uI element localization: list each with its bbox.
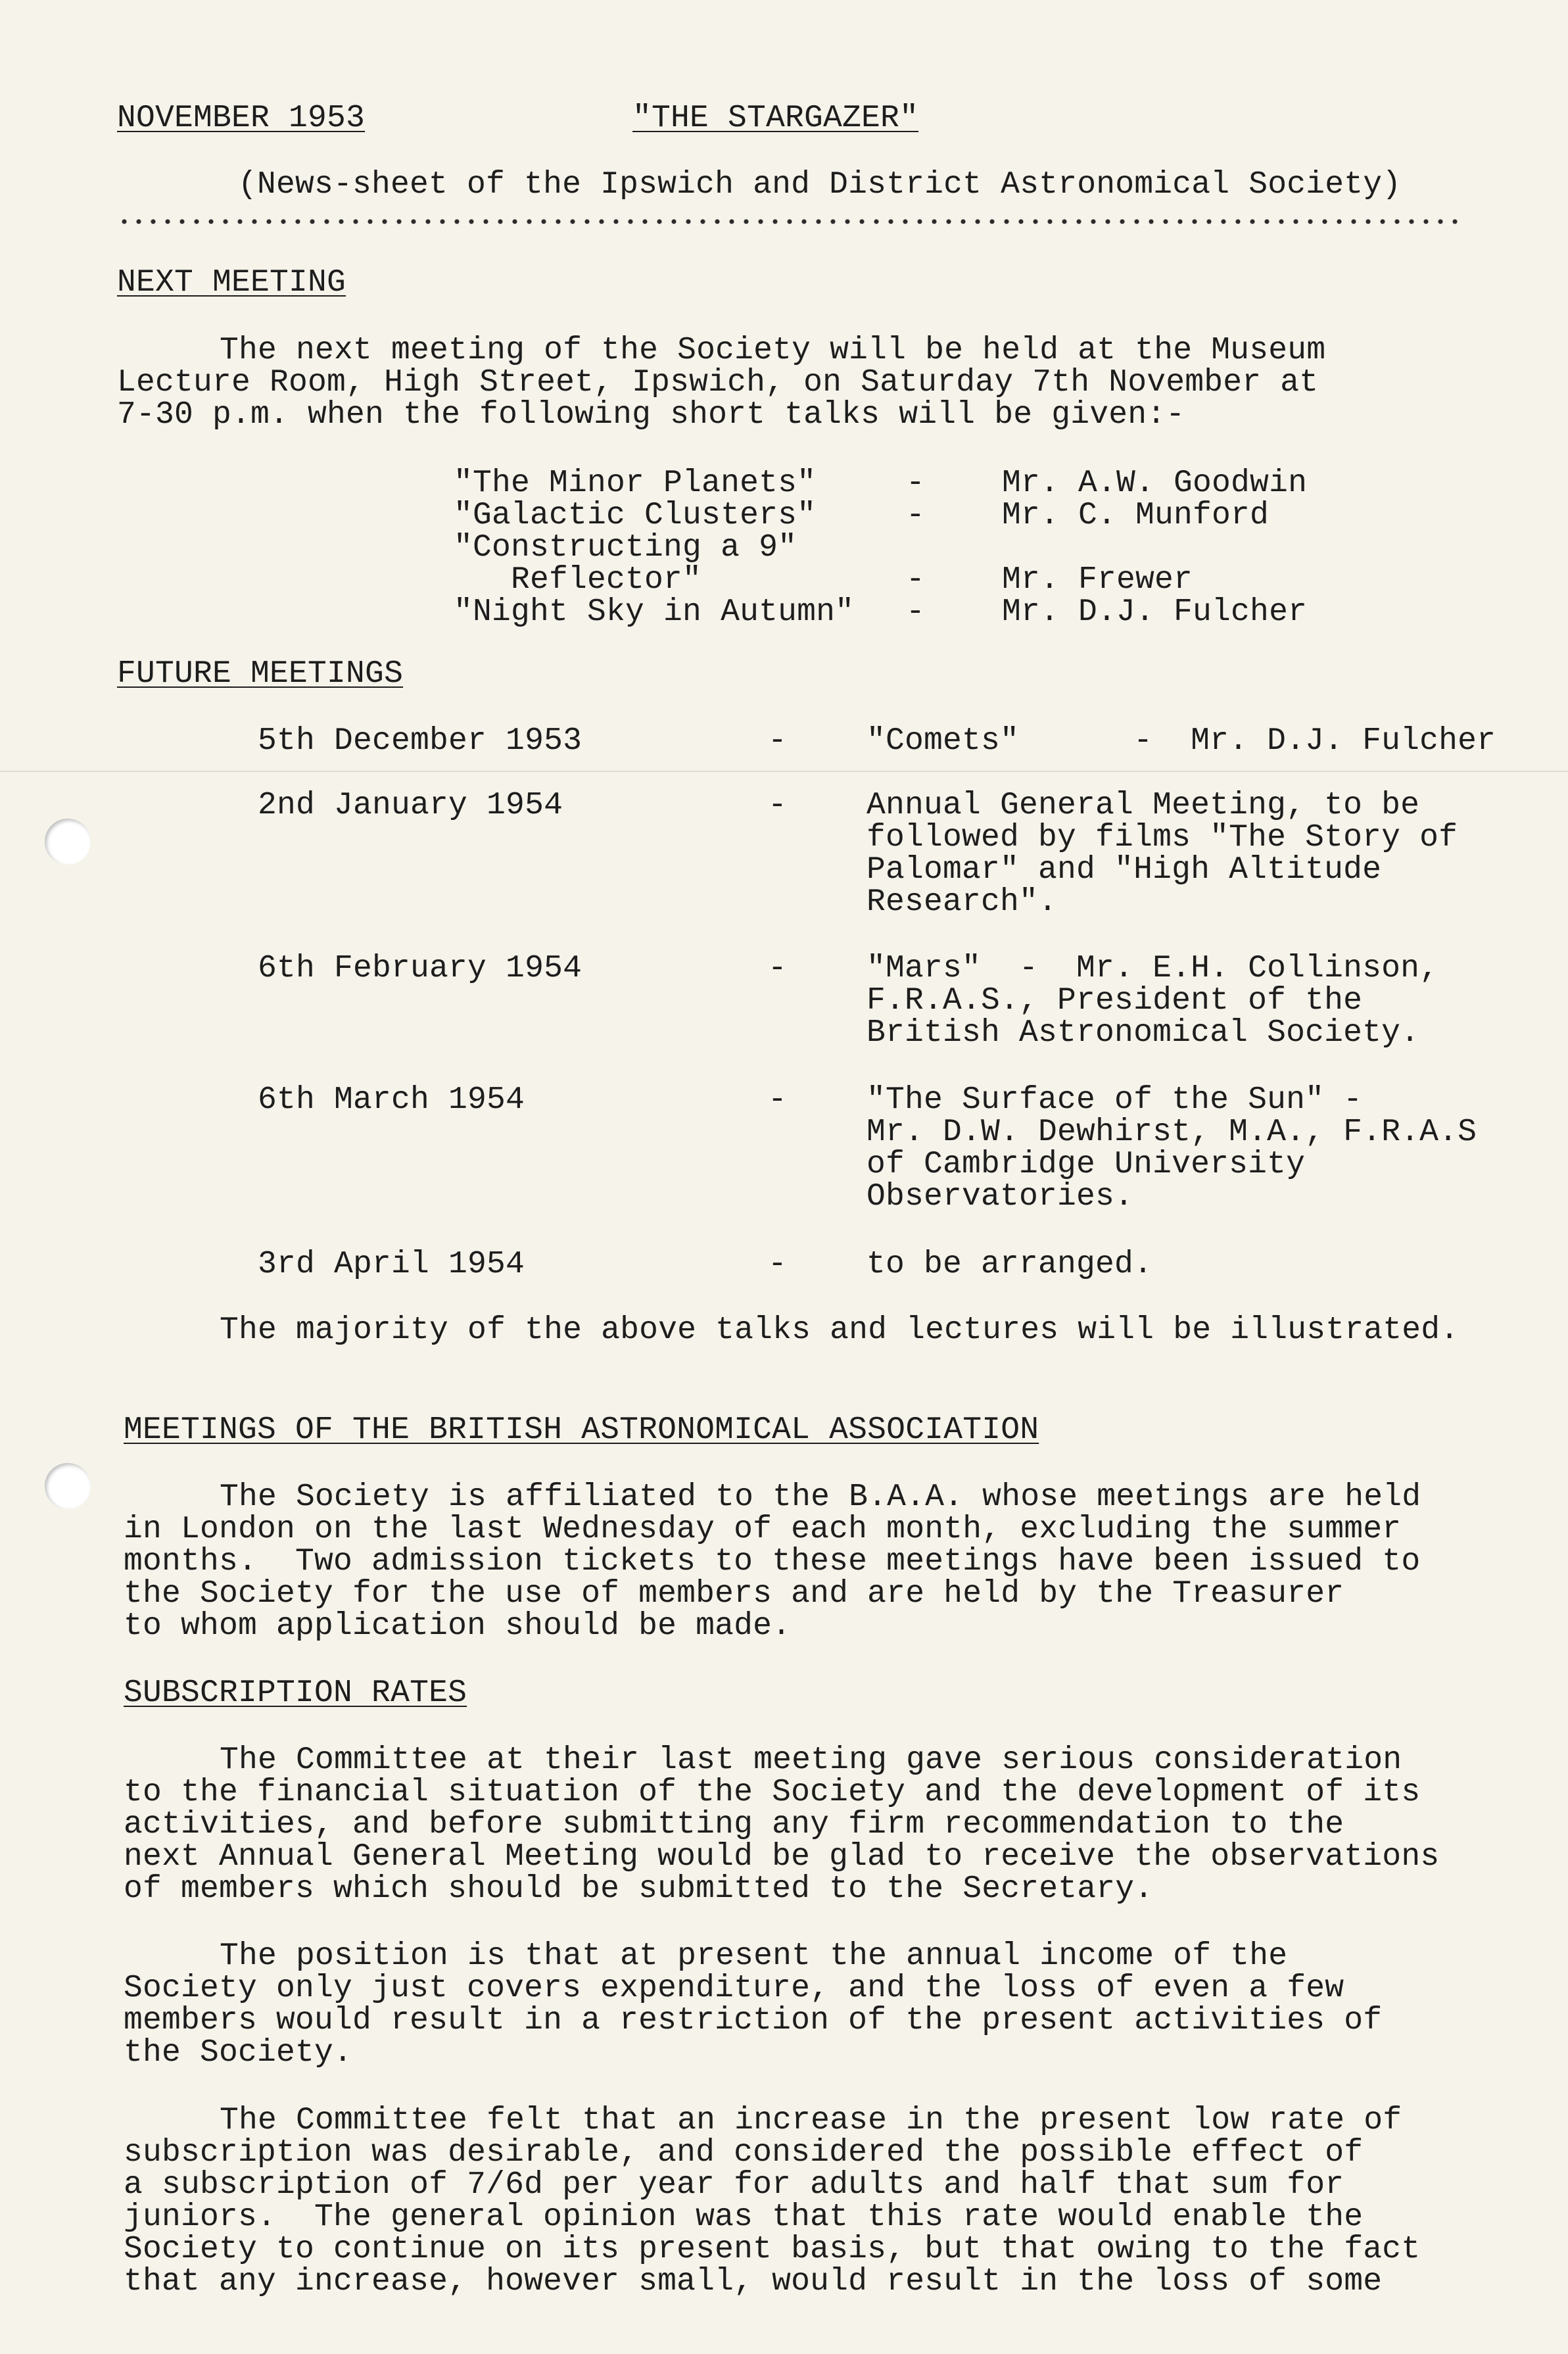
subscription-line: juniors. The general opinion was that this rate would enable the bbox=[124, 2199, 1364, 2235]
subscription-line: to the financial situation of the Society and the development of its bbox=[124, 1775, 1421, 1810]
meeting-detail: Mr. D.W. Dewhirst, M.A., F.R.A.S bbox=[867, 1115, 1477, 1150]
meeting-detail: Research". bbox=[867, 884, 1058, 920]
subscription-line: of members which should be submitted to the Secretary. bbox=[124, 1871, 1154, 1907]
next-meeting-line-2: Lecture Room, High Street, Ipswich, on Saturday 7th November at bbox=[117, 365, 1319, 400]
subscription-line: Society to continue on its present basis, but that owing to the fact bbox=[124, 2232, 1421, 2267]
dotted-divider bbox=[117, 218, 1458, 226]
talk-speaker: Mr. D.J. Fulcher bbox=[1002, 594, 1308, 630]
meeting-date: 6th March 1954 bbox=[258, 1082, 525, 1118]
meeting-detail: British Astronomical Society. bbox=[867, 1015, 1420, 1051]
subscription-line: the Society. bbox=[124, 2035, 353, 2071]
subscription-line: Society only just covers expenditure, and the loss of even a few bbox=[124, 1971, 1344, 2006]
subscription-line: that any increase, however small, would result in the loss of some bbox=[124, 2264, 1383, 2299]
baa-line: The Society is affiliated to the B.A.A. whose meetings are held bbox=[220, 1479, 1421, 1515]
talk-title: Reflector" bbox=[454, 562, 702, 598]
subscription-line: members would result in a restriction of the present activities of bbox=[124, 2003, 1383, 2038]
meeting-detail: "The Surface of the Sun" - bbox=[867, 1082, 1363, 1118]
next-meeting-heading: NEXT MEETING bbox=[117, 265, 346, 300]
meeting-date: 3rd April 1954 bbox=[258, 1247, 525, 1282]
subscription-line: The Committee felt that an increase in the present low rate of bbox=[220, 2103, 1402, 2138]
subscription-line: activities, and before submitting any firm recommendation to the bbox=[124, 1807, 1344, 1842]
talk-title: "Constructing a 9" bbox=[454, 530, 797, 565]
baa-line: in London on the last Wednesday of each month, excluding the summer bbox=[124, 1512, 1402, 1547]
talk-dash: - bbox=[906, 562, 926, 598]
subscription-line: subscription was desirable, and considered the possible effect of bbox=[124, 2135, 1364, 2171]
subscription-line: a subscription of 7/6d per year for adults and half that sum for bbox=[124, 2167, 1344, 2203]
talk-title: "The Minor Planets" bbox=[454, 466, 817, 501]
talk-dash: - bbox=[906, 594, 926, 630]
meeting-date: 5th December 1953 bbox=[258, 723, 582, 759]
baa-line: the Society for the use of members and are held by the Treasurer bbox=[124, 1576, 1344, 1612]
meeting-detail: Palomar" and "High Altitude bbox=[867, 852, 1382, 888]
meeting-dash: - bbox=[768, 951, 788, 986]
talk-title: "Night Sky in Autumn" bbox=[454, 594, 855, 630]
meeting-dash: - bbox=[768, 788, 788, 823]
punch-hole-bottom bbox=[45, 1463, 91, 1509]
baa-line: months. Two admission tickets to these meetings have been issued to bbox=[124, 1544, 1421, 1579]
meeting-detail: Annual General Meeting, to be bbox=[867, 788, 1420, 823]
next-meeting-line-1: The next meeting of the Society will be held at the Museum bbox=[220, 333, 1326, 368]
talk-dash: - bbox=[906, 466, 926, 501]
talk-title: "Galactic Clusters" bbox=[454, 498, 817, 533]
issue-date: NOVEMBER 1953 bbox=[117, 101, 366, 136]
meeting-detail: followed by films "The Story of bbox=[867, 820, 1458, 855]
meeting-detail: to be arranged. bbox=[867, 1247, 1153, 1282]
subscription-line: next Annual General Meeting would be glad to receive the observations bbox=[124, 1839, 1440, 1875]
meeting-detail: "Mars" - Mr. E.H. Collinson, bbox=[867, 951, 1439, 986]
meeting-dash: - bbox=[768, 1247, 788, 1282]
baa-heading: MEETINGS OF THE BRITISH ASTRONOMICAL ASSOCIATION bbox=[124, 1412, 1039, 1448]
talk-speaker: Mr. C. Munford bbox=[1002, 498, 1270, 533]
newsletter-title: "THE STARGAZER" bbox=[632, 101, 919, 136]
talk-speaker: Mr. A.W. Goodwin bbox=[1002, 466, 1308, 501]
meeting-dash: - bbox=[768, 723, 788, 759]
meeting-detail: of Cambridge University bbox=[867, 1147, 1306, 1182]
meeting-detail: "Comets" - Mr. D.J. Fulcher bbox=[867, 723, 1496, 759]
fold-crease bbox=[0, 771, 1568, 772]
meeting-date: 2nd January 1954 bbox=[258, 788, 563, 823]
talk-speaker: Mr. Frewer bbox=[1002, 562, 1193, 598]
meeting-detail: Observatories. bbox=[867, 1179, 1134, 1214]
subscription-line: The position is that at present the annual income of the bbox=[220, 1938, 1288, 1974]
punch-hole-top bbox=[45, 819, 91, 865]
meeting-detail: F.R.A.S., President of the bbox=[867, 983, 1363, 1019]
meeting-dash: - bbox=[768, 1082, 788, 1118]
subscription-line: The Committee at their last meeting gave serious consideration bbox=[220, 1742, 1402, 1778]
next-meeting-line-3: 7-30 p.m. when the following short talks will be given:- bbox=[117, 397, 1185, 433]
future-meetings-heading: FUTURE MEETINGS bbox=[117, 656, 404, 692]
newsletter-subtitle: (News-sheet of the Ipswich and District Astronomical Society) bbox=[238, 167, 1402, 203]
meeting-date: 6th February 1954 bbox=[258, 951, 582, 986]
illustrated-note: The majority of the above talks and lectures will be illustrated. bbox=[220, 1312, 1460, 1348]
talk-dash: - bbox=[906, 498, 926, 533]
baa-line: to whom application should be made. bbox=[124, 1608, 792, 1644]
subscription-heading: SUBSCRIPTION RATES bbox=[124, 1675, 467, 1711]
